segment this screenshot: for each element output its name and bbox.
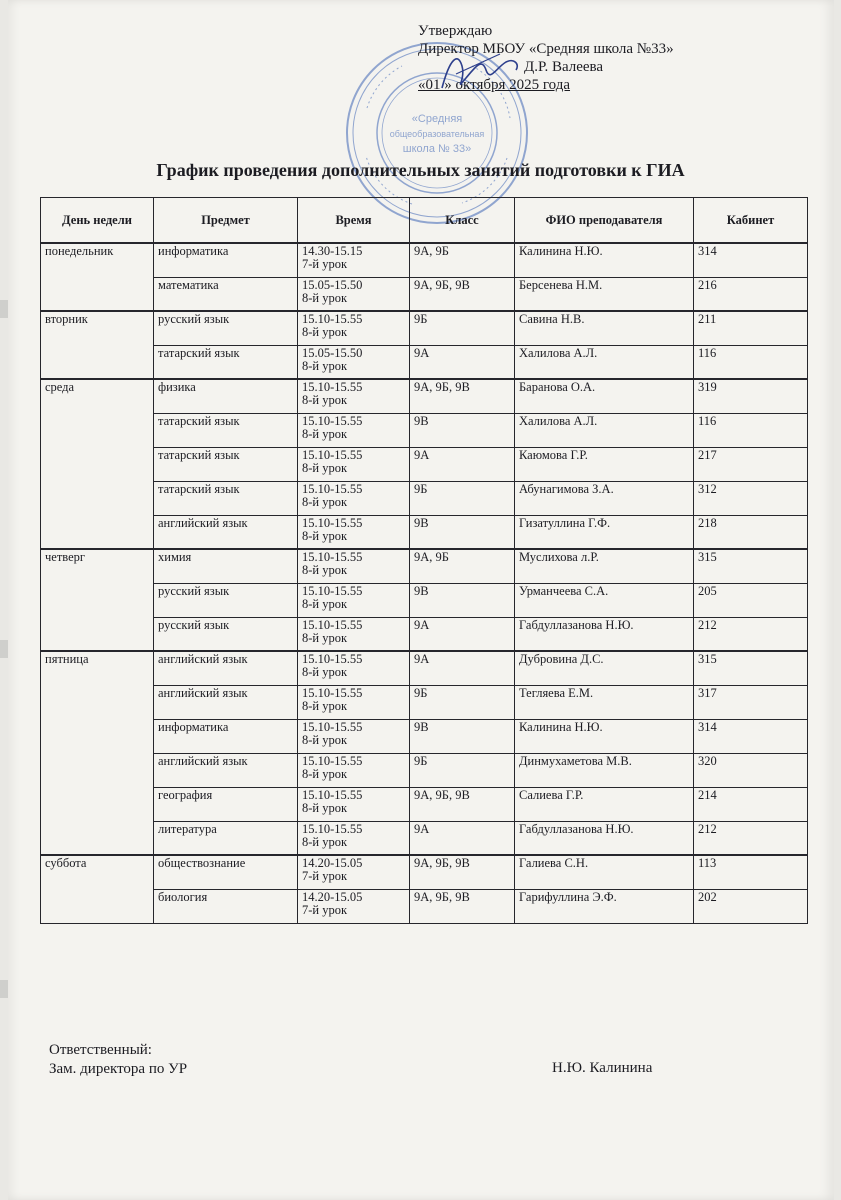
time-range: 15.05-15.50 [302, 345, 363, 360]
cell-class: 9А [410, 821, 515, 855]
cell-teacher: Тегляева Е.М. [515, 685, 694, 719]
lesson-number: 8-й урок [302, 766, 348, 781]
lesson-number: 8-й урок [302, 834, 348, 849]
cell-teacher: Каюмова Г.Р. [515, 447, 694, 481]
cell-subject: татарский язык [154, 447, 298, 481]
cell-room: 211 [694, 311, 808, 345]
cell-subject: литература [154, 821, 298, 855]
seal-text-line3: школа № 33» [402, 143, 472, 155]
table-row [41, 719, 808, 753]
cell-room: 205 [694, 583, 808, 617]
time-range: 14.30-15.15 [302, 244, 363, 258]
cell-time [298, 889, 410, 923]
time-range: 15.10-15.55 [302, 550, 363, 564]
cell-time [298, 549, 410, 583]
cell-teacher: Берсенева Н.М. [515, 277, 694, 311]
cell-subject: татарский язык [154, 345, 298, 379]
table-row [41, 753, 808, 787]
approval-line-approved: Утверждаю [418, 23, 493, 39]
cell-time [298, 855, 410, 889]
cell-time [298, 821, 410, 855]
cell-room: 315 [694, 549, 808, 583]
table-row [41, 311, 808, 345]
approval-line-position: Директор МБОУ «Средняя школа №33» [418, 41, 674, 57]
lesson-number: 8-й урок [302, 426, 348, 441]
cell-day: пятница [41, 651, 154, 855]
table-row [41, 651, 808, 685]
cell-subject: русский язык [154, 311, 298, 345]
cell-time [298, 447, 410, 481]
lesson-number: 7-й урок [302, 257, 348, 271]
lesson-number: 8-й урок [302, 325, 348, 339]
cell-teacher: Абунагимова З.А. [515, 481, 694, 515]
cell-time [298, 787, 410, 821]
lesson-number: 8-й урок [302, 494, 348, 509]
cell-day: суббота [41, 855, 154, 923]
cell-subject: английский язык [154, 651, 298, 685]
cell-room: 216 [694, 277, 808, 311]
table-row [41, 889, 808, 923]
footer-responsible-name: Н.Ю. Калинина [552, 1060, 653, 1076]
time-range: 15.10-15.55 [302, 515, 363, 530]
cell-room: 212 [694, 821, 808, 855]
time-range: 15.10-15.55 [302, 652, 363, 666]
cell-teacher: Калинина Н.Ю. [515, 243, 694, 277]
cell-room: 113 [694, 855, 808, 889]
cell-time [298, 515, 410, 549]
lesson-number: 7-й урок [302, 902, 348, 917]
lesson-number: 8-й урок [302, 528, 348, 543]
cell-class: 9А, 9Б, 9В [410, 787, 515, 821]
time-range: 14.20-15.05 [302, 856, 363, 870]
cell-time [298, 379, 410, 413]
table-row [41, 549, 808, 583]
cell-subject: обществознание [154, 855, 298, 889]
cell-time [298, 345, 410, 379]
table-row [41, 277, 808, 311]
cell-time [298, 685, 410, 719]
cell-teacher: Салиева Г.Р. [515, 787, 694, 821]
time-range: 15.10-15.55 [302, 821, 363, 836]
cell-room: 317 [694, 685, 808, 719]
cell-subject: математика [154, 277, 298, 311]
lesson-number: 7-й урок [302, 869, 348, 883]
cell-room: 116 [694, 345, 808, 379]
binder-hole-mark [0, 300, 8, 318]
cell-class: 9В [410, 719, 515, 753]
cell-room: 218 [694, 515, 808, 549]
cell-class: 9А, 9Б, 9В [410, 379, 515, 413]
table-row [41, 515, 808, 549]
cell-class: 9А, 9Б [410, 243, 515, 277]
cell-subject: татарский язык [154, 481, 298, 515]
cell-room: 320 [694, 753, 808, 787]
table-row [41, 821, 808, 855]
page-title: График проведения дополнительных занятий подготовки к ГИА [156, 160, 685, 180]
table-row [41, 855, 808, 889]
time-range: 15.10-15.55 [302, 617, 363, 632]
table-row [41, 481, 808, 515]
cell-teacher: Урманчеева С.А. [515, 583, 694, 617]
cell-teacher: Габдуллазанова Н.Ю. [515, 821, 694, 855]
header-subject: Предмет [154, 198, 298, 244]
cell-teacher: Халилова А.Л. [515, 345, 694, 379]
table-row [41, 345, 808, 379]
cell-subject: география [154, 787, 298, 821]
cell-teacher: Габдуллазанова Н.Ю. [515, 617, 694, 651]
cell-room: 315 [694, 651, 808, 685]
lesson-number: 8-й урок [302, 393, 348, 407]
cell-subject: английский язык [154, 515, 298, 549]
cell-subject: английский язык [154, 685, 298, 719]
cell-day: понедельник [41, 243, 154, 311]
table-row [41, 583, 808, 617]
cell-room: 202 [694, 889, 808, 923]
cell-subject: информатика [154, 719, 298, 753]
binder-hole-mark [0, 640, 8, 658]
time-range: 15.10-15.55 [302, 719, 363, 734]
cell-subject: информатика [154, 243, 298, 277]
cell-subject: химия [154, 549, 298, 583]
cell-day: вторник [41, 311, 154, 379]
binder-hole-mark [0, 980, 8, 998]
cell-subject: русский язык [154, 583, 298, 617]
cell-teacher: Калинина Н.Ю. [515, 719, 694, 753]
cell-teacher: Галиева С.Н. [515, 855, 694, 889]
time-range: 15.10-15.55 [302, 447, 363, 462]
cell-subject: татарский язык [154, 413, 298, 447]
time-range: 15.10-15.55 [302, 685, 363, 700]
cell-teacher: Гизатуллина Г.Ф. [515, 515, 694, 549]
cell-class: 9А [410, 651, 515, 685]
lesson-number: 8-й урок [302, 665, 348, 679]
table-row [41, 243, 808, 277]
cell-room: 212 [694, 617, 808, 651]
cell-class: 9А, 9Б [410, 549, 515, 583]
cell-class: 9А [410, 345, 515, 379]
cell-teacher: Дубровина Д.С. [515, 651, 694, 685]
cell-teacher: Муслихова л.Р. [515, 549, 694, 583]
approval-line-director-name: Д.Р. Валеева [524, 59, 604, 75]
cell-subject: физика [154, 379, 298, 413]
time-range: 15.10-15.55 [302, 312, 363, 326]
lesson-number: 8-й урок [302, 596, 348, 611]
cell-time [298, 617, 410, 651]
time-range: 15.10-15.55 [302, 413, 363, 428]
cell-class: 9А [410, 447, 515, 481]
time-range: 15.10-15.55 [302, 753, 363, 768]
cell-time [298, 243, 410, 277]
header-teacher: ФИО преподавателя [515, 198, 694, 244]
cell-class: 9А, 9Б, 9В [410, 889, 515, 923]
time-range: 14.20-15.05 [302, 889, 363, 904]
header-time: Время [298, 198, 410, 244]
cell-time [298, 753, 410, 787]
cell-teacher: Савина Н.В. [515, 311, 694, 345]
lesson-number: 8-й урок [302, 630, 348, 645]
cell-time [298, 277, 410, 311]
lesson-number: 8-й урок [302, 290, 348, 305]
time-range: 15.10-15.55 [302, 481, 363, 496]
cell-room: 314 [694, 243, 808, 277]
lesson-number: 8-й урок [302, 732, 348, 747]
cell-room: 314 [694, 719, 808, 753]
cell-time [298, 311, 410, 345]
seal-text-line2: общеобразовательная [389, 129, 485, 139]
time-range: 15.10-15.55 [302, 583, 363, 598]
table-row [41, 413, 808, 447]
lesson-number: 8-й урок [302, 460, 348, 475]
cell-time [298, 651, 410, 685]
cell-room: 217 [694, 447, 808, 481]
cell-teacher: Халилова А.Л. [515, 413, 694, 447]
time-range: 15.05-15.50 [302, 277, 363, 292]
footer-responsible: Ответственный: [49, 1042, 152, 1058]
footer-block [49, 1041, 187, 1079]
cell-teacher: Динмухаметова М.В. [515, 753, 694, 787]
cell-room: 312 [694, 481, 808, 515]
cell-class: 9А, 9Б, 9В [410, 855, 515, 889]
cell-class: 9В [410, 413, 515, 447]
time-range: 15.10-15.55 [302, 787, 363, 802]
cell-class: 9Б [410, 311, 515, 345]
footer-position: Зам. директора по УР [49, 1061, 188, 1077]
lesson-number: 8-й урок [302, 698, 348, 713]
cell-class: 9В [410, 583, 515, 617]
cell-day: среда [41, 379, 154, 549]
cell-teacher: Гарифуллина Э.Ф. [515, 889, 694, 923]
cell-class: 9Б [410, 753, 515, 787]
cell-time [298, 583, 410, 617]
table-row [41, 617, 808, 651]
seal-text-line1: «Средняя [411, 113, 463, 125]
cell-room: 319 [694, 379, 808, 413]
cell-class: 9А, 9Б, 9В [410, 277, 515, 311]
lesson-number: 8-й урок [302, 358, 348, 373]
table-row [41, 447, 808, 481]
cell-teacher: Баранова О.А. [515, 379, 694, 413]
director-signature [436, 48, 526, 96]
cell-subject: английский язык [154, 753, 298, 787]
cell-class: 9А [410, 617, 515, 651]
lesson-number: 8-й урок [302, 800, 348, 815]
table-row [41, 379, 808, 413]
cell-time [298, 413, 410, 447]
cell-time [298, 481, 410, 515]
cell-subject: биология [154, 889, 298, 923]
cell-room: 214 [694, 787, 808, 821]
header-day: День недели [41, 198, 154, 244]
cell-day: четверг [41, 549, 154, 651]
table-row [41, 685, 808, 719]
schedule-table [40, 197, 808, 924]
lesson-number: 8-й урок [302, 563, 348, 577]
cell-subject: русский язык [154, 617, 298, 651]
header-class: Класс [410, 198, 515, 244]
cell-time [298, 719, 410, 753]
table-header-row [41, 198, 808, 244]
cell-room: 116 [694, 413, 808, 447]
table-row [41, 787, 808, 821]
approval-line-date: «01 » октября 2025 года [418, 77, 571, 93]
time-range: 15.10-15.55 [302, 380, 363, 394]
cell-class: 9Б [410, 685, 515, 719]
cell-class: 9Б [410, 481, 515, 515]
cell-class: 9В [410, 515, 515, 549]
header-room: Кабинет [694, 198, 808, 244]
